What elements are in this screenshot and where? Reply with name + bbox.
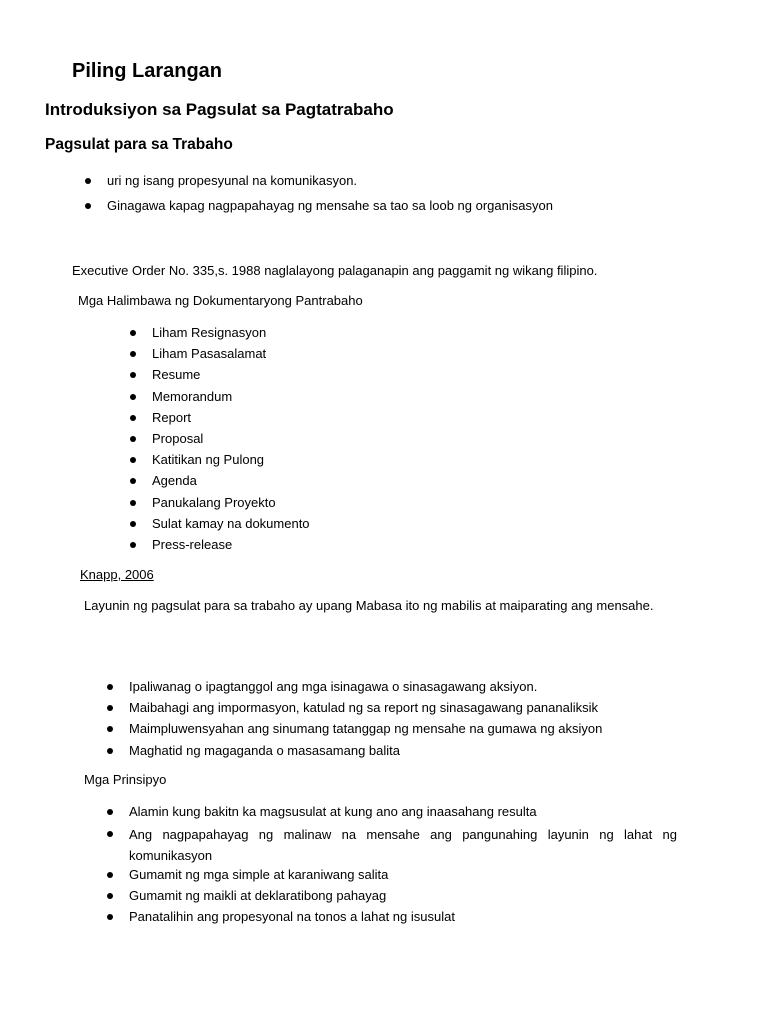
executive-order-text: Executive Order No. 335,s. 1988 naglalayong palaganapin ang paggamit ng wikang filipino. [72,263,598,278]
list-item: Maghatid ng magaganda o masasamang balita [129,742,677,763]
bullet-icon [107,684,113,690]
list-item: Liham Pasasalamat [152,345,552,366]
list-item: Alamin kung bakitn ka magsusulat at kung ano ang inaasahang resulta [129,803,677,824]
bullet-icon [130,372,136,378]
bullet-icon [130,415,136,421]
bullet-icon [85,203,91,209]
list-item: Proposal [152,430,552,451]
list-item: Liham Resignasyon [152,324,552,345]
list-item: Katitikan ng Pulong [152,451,552,472]
list-item: Memorandum [152,388,552,409]
purpose-paragraph: Layunin ng pagsulat para sa trabaho ay upang Mabasa ito ng mabilis at maiparating ang mensahe. [84,598,654,613]
list-item: Ginagawa kapag nagpapahayag ng mensahe sa tao sa loob ng organisasyon [107,197,707,222]
bullet-icon [130,351,136,357]
bullet-icon [130,394,136,400]
principles-heading: Mga Prinsipyo [84,772,167,787]
purpose-list [129,678,677,763]
list-item: Sulat kamay na dokumento [152,515,552,536]
list-item: Ipaliwanag o ipagtanggol ang mga isinagawa o sinasagawang aksiyon. [129,678,677,699]
bullet-icon [107,726,113,732]
bullet-icon [130,521,136,527]
bullet-icon [107,831,113,837]
bullet-icon [130,542,136,548]
bullet-icon [130,330,136,336]
document-title: Piling Larangan [72,60,223,82]
list-item: Maimpluwensyahan ang sinumang tatanggap ng mensahe na gumawa ng aksiyon [129,720,677,741]
reference-citation: Knapp, 2006 [80,567,154,582]
bullet-icon [107,893,113,899]
list-item: Maibahagi ang impormasyon, katulad ng sa report ng sinasagawang pananaliksik [129,699,677,720]
list-item: Report [152,409,552,430]
bullet-icon [130,478,136,484]
list-item: Ang nagpapahayag ng malinaw na mensahe ang pangunahing layunin ng lahat ng komunikasyon [129,824,677,866]
list-item: uri ng isang propesyunal na komunikasyon. [107,172,707,197]
list-item: Resume [152,366,552,387]
principles-list [129,803,677,929]
bullet-icon [107,705,113,711]
examples-list [152,324,552,557]
bullet-icon [107,809,113,815]
bullet-icon [130,436,136,442]
bullet-icon [107,914,113,920]
list-item: Panatalihin ang propesyonal na tonos a lahat ng isusulat [129,908,677,929]
bullet-icon [85,178,91,184]
list-item: Agenda [152,472,552,493]
definition-list [107,172,707,222]
document-subtitle: Introduksiyon sa Pagsulat sa Pagtatrabaho [45,100,394,119]
section-heading: Pagsulat para sa Trabaho [45,136,233,153]
bullet-icon [107,872,113,878]
bullet-icon [130,457,136,463]
examples-heading: Mga Halimbawa ng Dokumentaryong Pantrabaho [78,293,363,308]
list-item: Press-release [152,536,552,557]
bullet-icon [130,500,136,506]
list-item: Gumamit ng maikli at deklaratibong pahayag [129,887,677,908]
list-item: Panukalang Proyekto [152,494,552,515]
list-item: Gumamit ng mga simple at karaniwang salita [129,866,677,887]
bullet-icon [107,748,113,754]
